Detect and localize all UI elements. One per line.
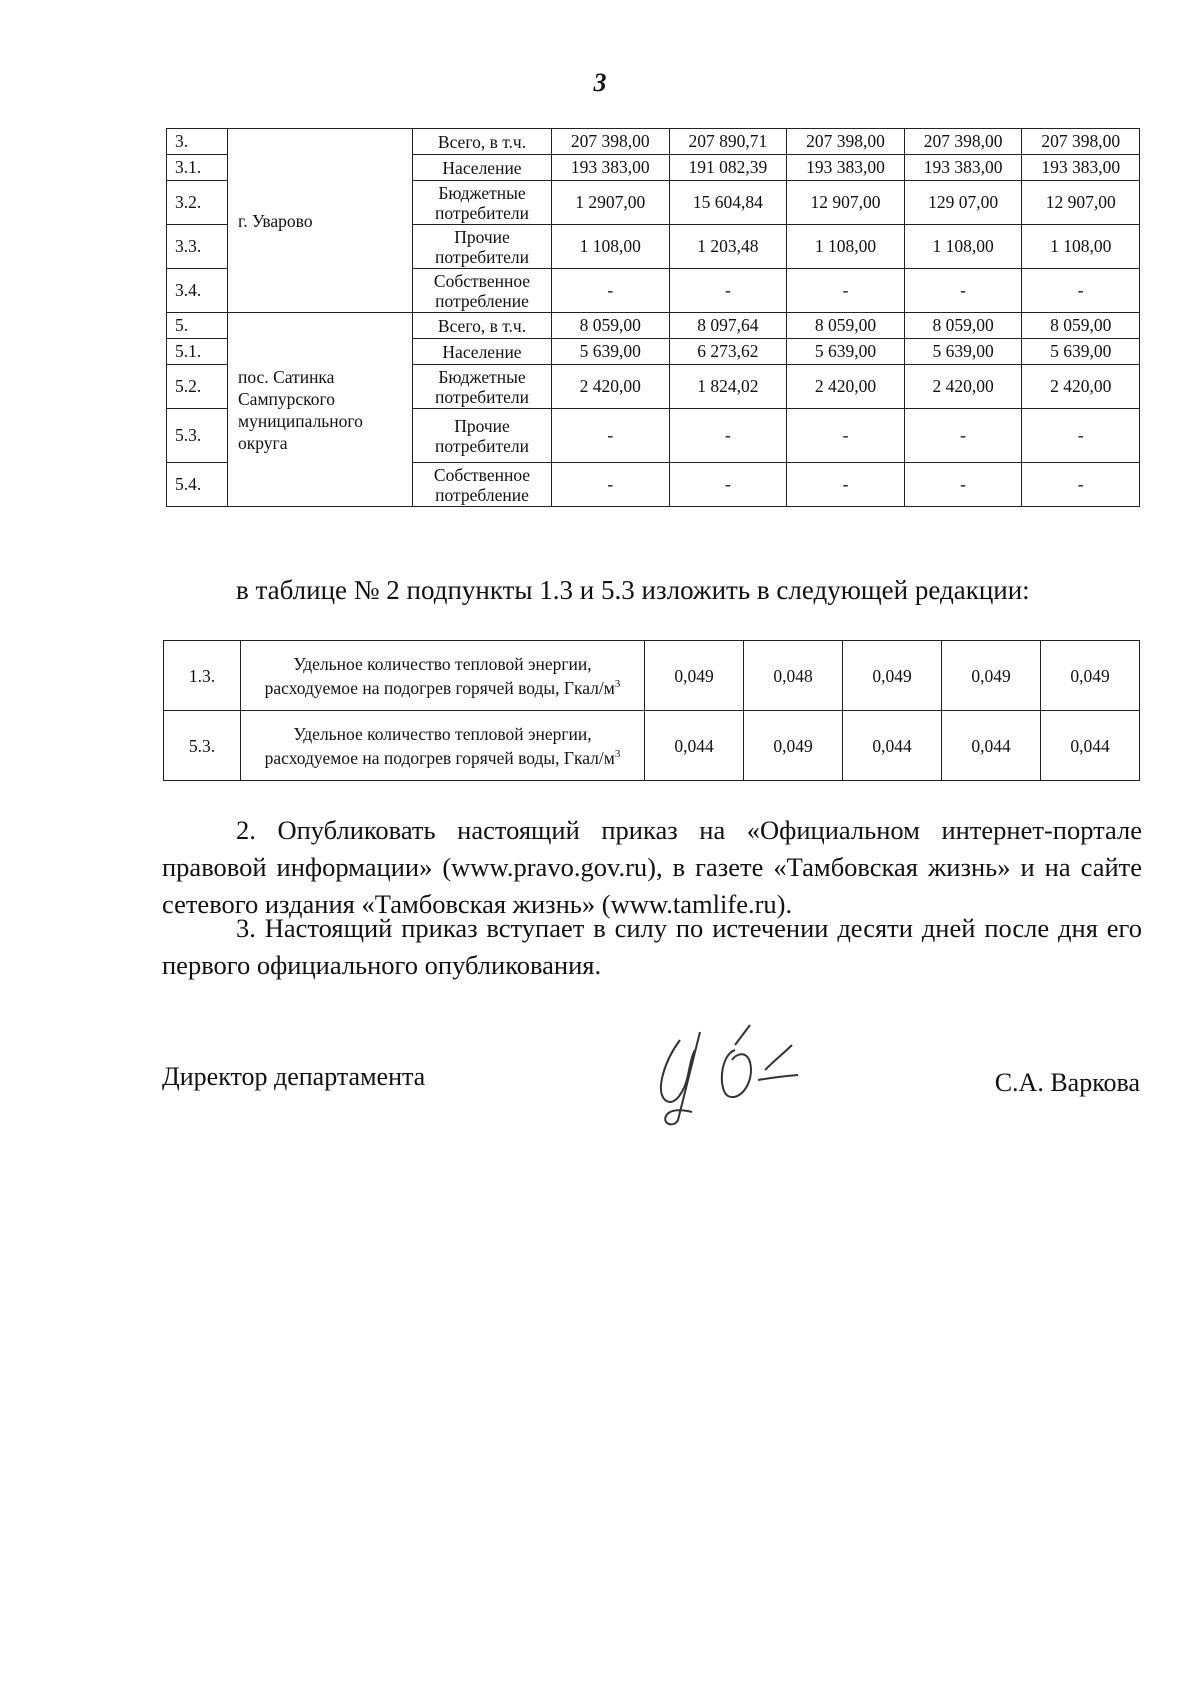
value-cell: -: [904, 269, 1022, 313]
consumption-table: [166, 128, 1140, 507]
row-number: 3.3.: [167, 225, 228, 269]
row-number: 5.2.: [167, 365, 228, 409]
row-number: 5.1.: [167, 339, 228, 365]
value-cell: 193 383,00: [1022, 155, 1140, 181]
table2-intro-text: в таблице № 2 подпункты 1.3 и 5.3 изложить в следующей редакции:: [236, 575, 1030, 605]
value-cell: 191 082,39: [669, 155, 787, 181]
value-cell: 193 383,00: [552, 155, 670, 181]
value-cell: 8 097,64: [669, 313, 787, 339]
row-number: 5.4.: [167, 463, 228, 507]
row-number: 5.3.: [167, 409, 228, 463]
category-cell: Собственное потребление: [413, 269, 552, 313]
value-cell: 8 059,00: [552, 313, 670, 339]
table-row: [164, 711, 1140, 781]
value-cell: 207 890,71: [669, 129, 787, 155]
value-cell: 5 639,00: [552, 339, 670, 365]
unit-superscript: 3: [614, 677, 621, 690]
value-cell: -: [904, 463, 1022, 507]
description-text: Удельное количество тепловой энергии, расходуемое на подогрев горячей воды, Гкал/м: [264, 653, 615, 698]
value-cell: 5 639,00: [1022, 339, 1140, 365]
signatory-title: Директор департамента: [162, 1062, 426, 1091]
paragraph-effective: 3. Настоящий приказ вступает в силу по истечении десяти дней после дня его первого официального опубликования.: [162, 913, 1142, 980]
value-cell: 207 398,00: [552, 129, 670, 155]
category-cell: Бюджетные потребители: [413, 365, 552, 409]
value-cell: 1 108,00: [1022, 225, 1140, 269]
value-cell: 1 108,00: [787, 225, 905, 269]
value-cell: -: [669, 409, 787, 463]
value-cell: 0,044: [1041, 711, 1140, 781]
value-cell: 2 420,00: [787, 365, 905, 409]
row-number: 5.3.: [164, 711, 241, 781]
value-cell: -: [552, 269, 670, 313]
value-cell: -: [787, 409, 905, 463]
value-cell: -: [669, 463, 787, 507]
category-cell: Собственное потребление: [413, 463, 552, 507]
table-row: [164, 641, 1140, 711]
value-cell: 0,049: [645, 641, 744, 711]
page-number: 3: [593, 68, 607, 97]
row-number: 5.: [167, 313, 228, 339]
value-cell: -: [552, 409, 670, 463]
value-cell: 0,044: [942, 711, 1041, 781]
description-cell: [241, 641, 645, 711]
value-cell: -: [1022, 269, 1140, 313]
value-cell: 193 383,00: [787, 155, 905, 181]
value-cell: 0,044: [645, 711, 744, 781]
description-cell: [241, 711, 645, 781]
value-cell: 12 907,00: [1022, 181, 1140, 225]
value-cell: -: [552, 463, 670, 507]
unit-superscript: 3: [614, 747, 621, 760]
value-cell: 129 07,00: [904, 181, 1022, 225]
category-cell: Бюджетные потребители: [413, 181, 552, 225]
value-cell: 0,049: [843, 641, 942, 711]
value-cell: -: [787, 269, 905, 313]
value-cell: 1 824,02: [669, 365, 787, 409]
value-cell: 8 059,00: [787, 313, 905, 339]
value-cell: 8 059,00: [1022, 313, 1140, 339]
value-cell: 0,049: [744, 711, 843, 781]
category-cell: Прочие потребители: [413, 225, 552, 269]
value-cell: 15 604,84: [669, 181, 787, 225]
value-cell: -: [1022, 463, 1140, 507]
row-number: 1.3.: [164, 641, 241, 711]
row-number: 3.4.: [167, 269, 228, 313]
table-row: [167, 313, 1140, 339]
value-cell: 5 639,00: [787, 339, 905, 365]
heat-energy-table: [163, 640, 1140, 781]
category-cell: Население: [413, 155, 552, 181]
signatory-name: С.А. Варкова: [994, 1068, 1140, 1097]
value-cell: 6 273,62: [669, 339, 787, 365]
value-cell: 207 398,00: [787, 129, 905, 155]
signature-image: [640, 1020, 815, 1130]
row-number: 3.: [167, 129, 228, 155]
value-cell: 193 383,00: [904, 155, 1022, 181]
location-cell: пос. Сатинка Сампурского муниципального округа: [228, 313, 413, 507]
value-cell: 0,049: [942, 641, 1041, 711]
value-cell: 12 907,00: [787, 181, 905, 225]
value-cell: 1 108,00: [552, 225, 670, 269]
location-cell: г. Уварово: [228, 129, 413, 313]
value-cell: -: [904, 409, 1022, 463]
value-cell: 0,049: [1041, 641, 1140, 711]
value-cell: 0,048: [744, 641, 843, 711]
category-cell: Всего, в т.ч.: [413, 313, 552, 339]
value-cell: -: [1022, 409, 1140, 463]
paragraph-publish: 2. Опубликовать настоящий приказ на «Официальном интернет-портале правовой информации» (www.pravo.gov.ru), в газете «Тамбовская жизнь» и на сайте сетевого издания «Тамбовская жизнь» (www.tamlife.ru).: [162, 815, 1142, 919]
table-row: [167, 129, 1140, 155]
category-cell: Прочие потребители: [413, 409, 552, 463]
row-number: 3.1.: [167, 155, 228, 181]
value-cell: 0,044: [843, 711, 942, 781]
value-cell: 1 203,48: [669, 225, 787, 269]
value-cell: 2 420,00: [552, 365, 670, 409]
value-cell: -: [669, 269, 787, 313]
value-cell: 207 398,00: [904, 129, 1022, 155]
row-number: 3.2.: [167, 181, 228, 225]
value-cell: 8 059,00: [904, 313, 1022, 339]
value-cell: 1 2907,00: [552, 181, 670, 225]
value-cell: -: [787, 463, 905, 507]
category-cell: Всего, в т.ч.: [413, 129, 552, 155]
value-cell: 2 420,00: [1022, 365, 1140, 409]
value-cell: 207 398,00: [1022, 129, 1140, 155]
category-cell: Население: [413, 339, 552, 365]
value-cell: 5 639,00: [904, 339, 1022, 365]
value-cell: 2 420,00: [904, 365, 1022, 409]
description-text: Удельное количество тепловой энергии, расходуемое на подогрев горячей воды, Гкал/м: [264, 723, 615, 768]
value-cell: 1 108,00: [904, 225, 1022, 269]
